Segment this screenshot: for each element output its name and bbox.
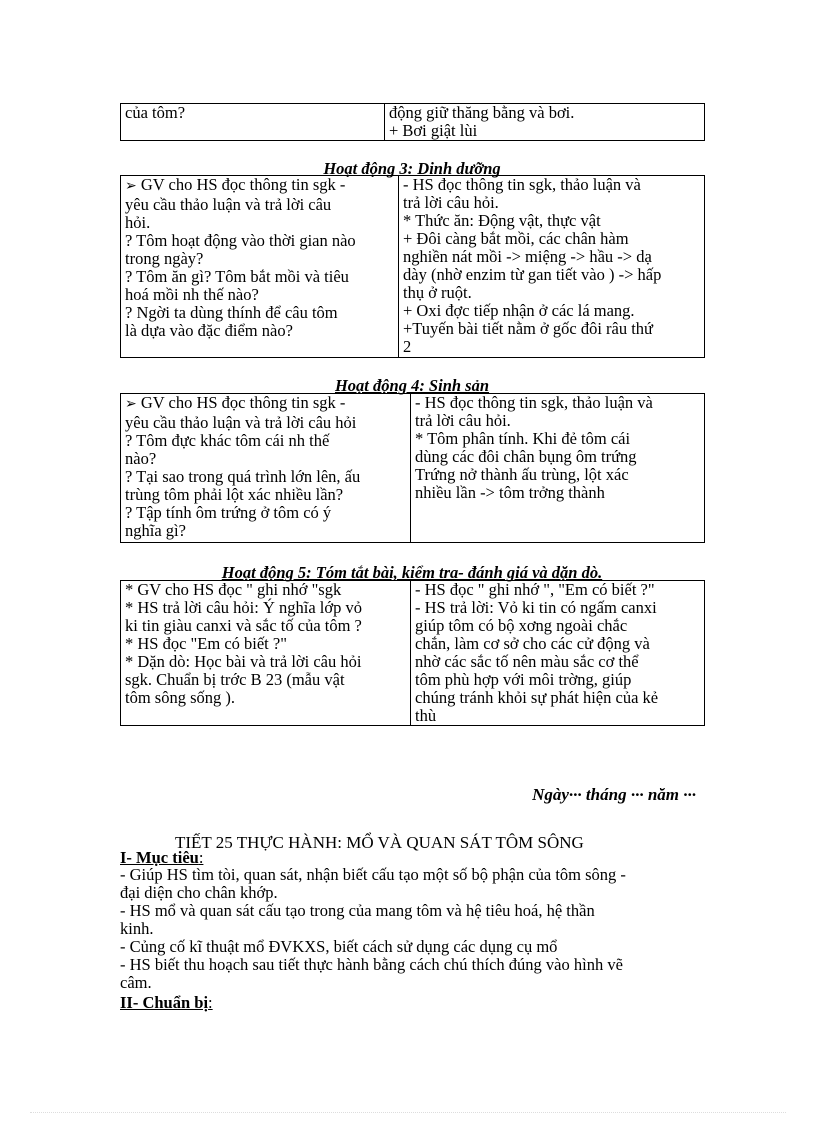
text-line: trùng tôm phải lột xác nhiều lần?	[125, 485, 344, 504]
text-line: * HS đọc "Em có biết ?"	[125, 634, 287, 653]
text-line: trong ngày?	[125, 249, 204, 268]
text-line: - HS đọc " ghi nhớ ", "Em có biết ?"	[415, 580, 655, 599]
text-line: ? Ngời ta dùng thính để câu tôm	[125, 303, 338, 322]
activity-3-heading: Hoạt động 3: Dinh dưỡng	[323, 159, 501, 178]
activity-4-table	[120, 393, 705, 543]
text-line: trả lời câu hỏi.	[415, 411, 511, 430]
section-title-colon: :	[208, 993, 213, 1012]
text-line: nghĩa gì?	[125, 521, 186, 540]
text-line: - Củng cố kĩ thuật mổ ĐVKXS, biết cách sử dụng các dụng cụ mổ	[120, 937, 558, 956]
text-line: tôm phù hợp với môi trờng, giúp	[415, 670, 632, 689]
text-line: trả lời câu hỏi.	[403, 193, 499, 212]
student-activity-cell	[411, 394, 705, 543]
page-bottom-divider	[30, 1112, 786, 1113]
text-line: ? Tôm đực khác tôm cái nh thế	[125, 431, 330, 450]
activity-3-table	[120, 175, 705, 358]
text-line: thù	[415, 706, 437, 725]
text-line: nghiền nát mồi -> miệng -> hầu -> dạ	[403, 247, 652, 266]
date-line: Ngày··· tháng ··· năm ···	[532, 785, 696, 804]
student-activity-cell	[399, 176, 705, 358]
text-line: ? Tôm ăn gì? Tôm bắt mồi và tiêu	[125, 267, 349, 286]
student-activity-cell	[411, 581, 705, 726]
activity-4-heading: Hoạt động 4: Sinh sản	[334, 376, 490, 395]
text-line: kinh.	[120, 919, 154, 938]
teacher-activity-cell	[121, 581, 411, 726]
text-line: hoá mồi nh thế nào?	[125, 285, 259, 304]
text-line: - HS biết thu hoạch sau tiết thực hành bằng cách chú thích đúng vào hình vẽ	[120, 955, 623, 974]
section-preparation-title	[120, 994, 213, 1012]
table-cell-left	[121, 104, 385, 141]
arrow-bullet-icon: ➢	[125, 397, 137, 412]
text-line: + Oxi đợc tiếp nhận ở các lá mang.	[403, 301, 635, 320]
text-line: * Dặn dò: Học bài và trả lời câu hỏi	[125, 652, 362, 671]
text-line: + Bơi giật lùi	[389, 121, 478, 140]
section-title-colon: :	[198, 848, 204, 867]
arrow-bullet-icon: ➢	[125, 179, 137, 194]
text-line: động giữ thăng bằng và bơi.	[389, 103, 575, 122]
text-line: nhờ các sắc tố nên màu sắc cơ thể	[415, 652, 639, 671]
text-line: chắn, làm cơ sở cho các cử động và	[415, 634, 650, 653]
text-line: 2	[403, 337, 412, 356]
text-line: ? Tập tính ôm trứng ở tôm có ý	[125, 503, 332, 522]
text-line: thụ ở ruột.	[403, 283, 472, 302]
table-cell-right	[385, 104, 705, 141]
text-line: chúng tránh khỏi sự phát hiện của kẻ	[415, 688, 659, 707]
text-line: nào?	[125, 449, 157, 468]
text-line: * Thức ăn: Động vật, thực vật	[403, 211, 601, 230]
text-line: hỏi.	[125, 213, 151, 232]
text-line: nhiều lần -> tôm trởng thành	[415, 483, 605, 502]
text-line: đại diện cho chân khớp.	[120, 883, 278, 902]
text-line: - Giúp HS tìm tòi, quan sát, nhận biết cấu tạo một số bộ phận của tôm sông -	[120, 865, 626, 884]
text-line: yêu cầu thảo luận và trả lời câu	[125, 195, 332, 214]
activity-5-table	[120, 580, 705, 726]
text-line: - HS mổ và quan sát cấu tạo trong của mang tôm và hệ tiêu hoá, hệ thần	[120, 901, 595, 920]
text-line: - HS trả lời: Vỏ ki tin có ngấm canxi	[415, 598, 657, 617]
text-line: - HS đọc thông tin sgk, thảo luận và	[403, 175, 641, 194]
activity-5-heading: Hoạt động 5: Tóm tắt bài, kiểm tra- đánh giá và dặn dò.	[221, 563, 603, 582]
teacher-activity-cell	[121, 394, 411, 543]
text-line: ki tin giàu canxi và sắc tố của tôm ?	[125, 616, 362, 635]
text-line: * GV cho HS đọc " ghi nhớ "sgk	[125, 580, 342, 599]
lesson-title: TIẾT 25 THỰC HÀNH: MỔ VÀ QUAN SÁT TÔM SÔNG	[175, 833, 584, 852]
text-line: sgk. Chuẩn bị trớc B 23 (mẫu vật	[125, 670, 345, 689]
table-continuation	[120, 103, 705, 141]
text-line: câm.	[120, 973, 152, 992]
teacher-activity-cell	[121, 176, 399, 358]
objectives-list	[120, 866, 710, 992]
text-line: Trứng nở thành ấu trùng, lột xác	[415, 465, 629, 484]
text-line: ? Tôm hoạt động vào thời gian nào	[125, 231, 356, 250]
text-line: + Đôi càng bắt mồi, các chân hàm	[403, 229, 629, 248]
text-line: GV cho HS đọc thông tin sgk -	[140, 175, 346, 194]
text-line: là dựa vào đặc điểm nào?	[125, 321, 293, 340]
text-line: giúp tôm có bộ xơng ngoài chắc	[415, 616, 628, 635]
text-line: của tôm?	[125, 103, 186, 122]
text-line: +Tuyến bài tiết nằm ở gốc đôi râu thứ	[403, 319, 653, 338]
text-line: * HS trả lời câu hỏi: Ý nghĩa lớp vỏ	[125, 598, 362, 617]
text-line: GV cho HS đọc thông tin sgk -	[140, 393, 346, 412]
text-line: dày (nhờ enzim từ gan tiết vào ) -> hấp	[403, 265, 662, 284]
section-title-text: II- Chuẩn bị	[120, 993, 209, 1012]
text-line: - HS đọc thông tin sgk, thảo luận và	[415, 393, 653, 412]
section-title-text: I- Mục tiêu	[120, 848, 199, 867]
text-line: dùng các đôi chân bụng ôm trứng	[415, 447, 637, 466]
text-line: ? Tại sao trong quá trình lớn lên, ấu	[125, 467, 361, 486]
text-line: tôm sông sống ).	[125, 688, 236, 707]
text-line: * Tôm phân tính. Khi đẻ tôm cái	[415, 429, 631, 448]
text-line: yêu cầu thảo luận và trả lời câu hỏi	[125, 413, 357, 432]
